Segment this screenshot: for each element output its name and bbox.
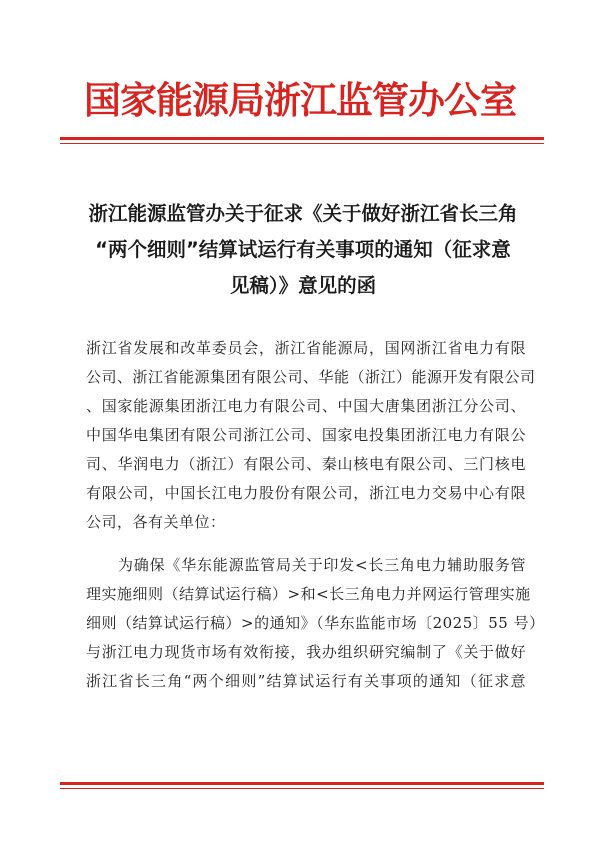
paragraph-line: 细则（结算试运行稿）>的通知》（华东监能市场〔2025〕55 号） bbox=[86, 614, 545, 632]
title-line: 浙江能源监管办关于征求《关于做好浙江省长三角 bbox=[88, 202, 518, 225]
header-red-rule-thin bbox=[60, 143, 544, 144]
agency-letterhead: 国家能源局浙江监管办公室 bbox=[84, 78, 516, 122]
footer-red-rule-thin bbox=[60, 788, 544, 789]
addressee-block bbox=[86, 334, 536, 537]
addressee-line: 、国家能源集团浙江电力有限公司、中国大唐集团浙江分公司、 bbox=[86, 397, 526, 415]
title-line: 见稿）》意见的函 bbox=[229, 274, 377, 297]
body-paragraph bbox=[86, 551, 545, 696]
addressee-line: 有限公司，中国长江电力股份有限公司，浙江电力交易中心有限 bbox=[86, 484, 526, 502]
addressee-line: 公司、浙江省能源集团有限公司、华能（浙江）能源开发有限公司 bbox=[86, 368, 536, 386]
addressee-line: 公司，各有关单位： bbox=[86, 513, 226, 531]
footer-red-rule-thick bbox=[60, 782, 544, 785]
paragraph-line: 浙江省长三角“两个细则”结算试运行有关事项的通知（征求意 bbox=[86, 672, 526, 690]
addressee-line: 司、华润电力（浙江）有限公司、秦山核电有限公司、三门核电 bbox=[86, 455, 526, 473]
addressee-line: 浙江省发展和改革委员会，浙江省能源局，国网浙江省电力有限 bbox=[86, 339, 526, 357]
header-red-rule-thick bbox=[60, 137, 544, 140]
title-line: “两个细则”结算试运行有关事项的通知（征求意 bbox=[95, 238, 511, 261]
paragraph-line: 为确保《华东能源监管局关于印发<长三角电力辅助服务管 bbox=[118, 556, 526, 574]
addressee-line: 中国华电集团有限公司浙江公司、国家电投集团浙江电力有限公 bbox=[86, 426, 526, 444]
paragraph-line: 理实施细则（结算试运行稿）>和<长三角电力并网运行管理实施 bbox=[86, 585, 531, 603]
document-title bbox=[70, 196, 536, 304]
paragraph-line: 与浙江电力现货市场有效衔接，我办组织研究编制了《关于做好 bbox=[86, 643, 526, 661]
